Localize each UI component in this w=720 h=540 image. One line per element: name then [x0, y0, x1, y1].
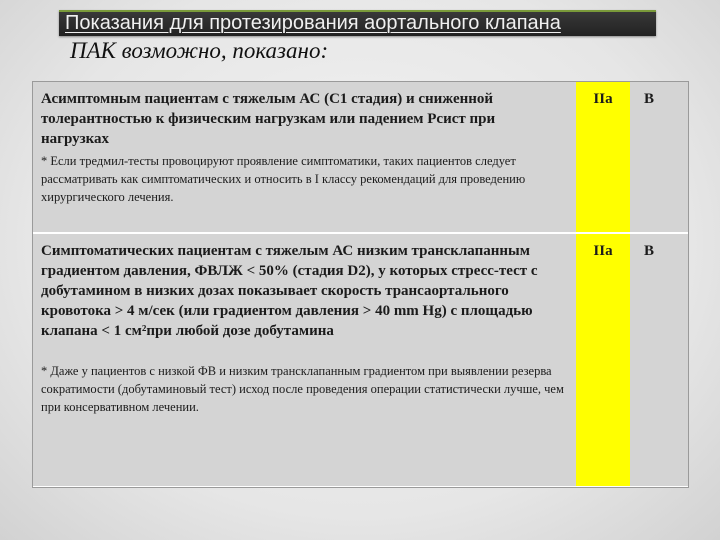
recommendation-class: IIa	[593, 91, 613, 107]
level-cell	[630, 82, 689, 233]
slide-subtitle: ПАК возможно, показано:	[70, 38, 329, 63]
description-cell	[33, 233, 576, 487]
level-cell	[630, 233, 689, 487]
evidence-level: B	[644, 91, 655, 107]
table-row	[33, 233, 689, 487]
class-cell	[576, 233, 630, 487]
footnote-text: * Даже у пациентов с низкой ФВ и низким трансклапанным градиентом при выявлении резерва сократимости (добутаминовый тест) исход после проведения операции статистически лучше, чем при консервативном лечении.	[41, 363, 564, 414]
evidence-level: B	[644, 243, 655, 259]
description-cell	[33, 82, 576, 233]
recommendation-class: IIa	[593, 243, 613, 259]
recommendations-table	[33, 82, 689, 488]
footnote-text: * Если тредмил-тесты провоцируют проявление симптоматики, таких пациентов следует рассматривать как симптоматических и относить в I классу рекомендаций для проведению хирургического лечения.	[41, 153, 526, 205]
slide-title: Показания для протезирования аортального клапана	[65, 12, 561, 34]
indication-text: Симптоматических пациентам с тяжелым АС низким трансклапанным градиентом давления, ФВЛЖ < 50% (стадия D2), у которых стресс-тест с добутамином в низких дозах показывает скорость трансаортального кровотока > 4 м/сек (или градиентом давления > 40 mm Hg) с площадью клапана < 1 см²при любой дозе добутамина	[41, 243, 538, 339]
table-row	[33, 82, 689, 233]
indication-text: Асимптомным пациентам с тяжелым АС (С1 стадия) и сниженной толерантностью к физическим нагрузкам или падением Рсист при нагрузках	[41, 91, 496, 147]
class-cell	[576, 82, 630, 233]
title-bar	[59, 10, 656, 36]
